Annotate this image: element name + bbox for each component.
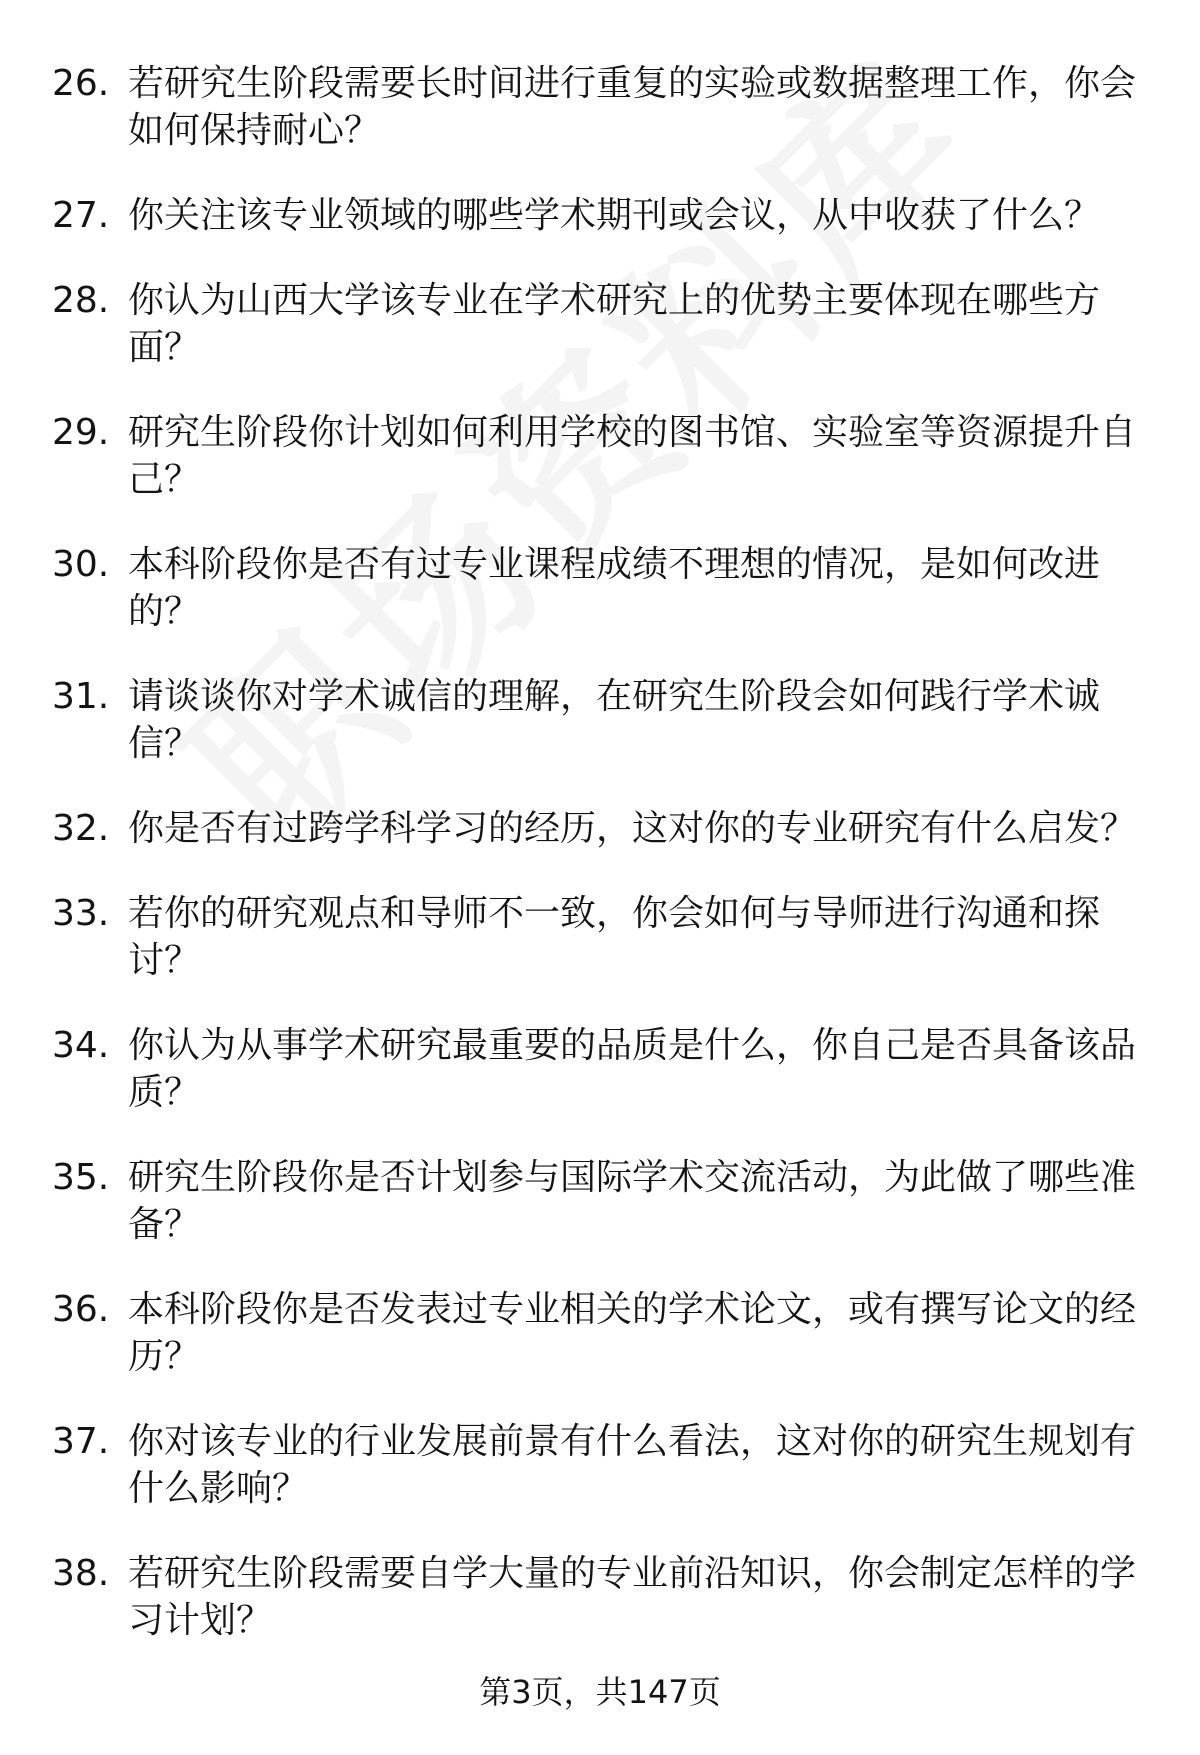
question-item: [0, 890, 1200, 984]
question-item: [0, 60, 1200, 154]
question-text: 研究生阶段你计划如何利用学校的图书馆、实验室等资源提升自己？: [128, 412, 1137, 500]
question-number: 37.: [52, 1421, 110, 1462]
question-text: 本科阶段你是否发表过专业相关的学术论文，或有撰写论文的经历？: [128, 1289, 1137, 1377]
question-item: [0, 1286, 1200, 1380]
question-item: [0, 541, 1200, 635]
question-item: [0, 673, 1200, 767]
question-item: [0, 1418, 1200, 1512]
question-list: [0, 60, 1200, 1682]
question-text: 若你的研究观点和导师不一致，你会如何与导师进行沟通和探讨？: [128, 893, 1101, 981]
question-number: 32.: [52, 808, 110, 849]
question-item: [0, 1550, 1200, 1644]
question-text: 你是否有过跨学科学习的经历，这对你的专业研究有什么启发？: [128, 808, 1137, 849]
question-text: 你关注该专业领域的哪些学术期刊或会议，从中收获了什么？: [128, 195, 1101, 236]
question-number: 35.: [52, 1157, 110, 1198]
question-number: 38.: [52, 1553, 110, 1594]
question-number: 36.: [52, 1289, 110, 1330]
question-text: 你对该专业的行业发展前景有什么看法，这对你的研究生规划有什么影响？: [128, 1421, 1137, 1509]
question-text: 你认为从事学术研究最重要的品质是什么，你自己是否具备该品质？: [128, 1025, 1137, 1113]
question-item: [0, 1154, 1200, 1248]
question-number: 33.: [52, 893, 110, 934]
question-text: 若研究生阶段需要自学大量的专业前沿知识，你会制定怎样的学习计划？: [128, 1553, 1137, 1641]
question-number: 27.: [52, 195, 110, 236]
question-text: 本科阶段你是否有过专业课程成绩不理想的情况，是如何改进的？: [128, 544, 1101, 632]
question-item: [0, 1022, 1200, 1116]
question-item: [0, 409, 1200, 503]
question-item: [0, 277, 1200, 371]
question-item: [0, 192, 1200, 239]
page-footer: 第3页，共147页: [479, 1673, 721, 1711]
question-number: 31.: [52, 676, 110, 717]
question-item: [0, 805, 1200, 852]
question-number: 34.: [52, 1025, 110, 1066]
question-text: 请谈谈你对学术诚信的理解，在研究生阶段会如何践行学术诚信？: [128, 676, 1101, 764]
question-number: 30.: [52, 544, 110, 585]
question-number: 29.: [52, 412, 110, 453]
question-text: 研究生阶段你是否计划参与国际学术交流活动，为此做了哪些准备？: [128, 1157, 1137, 1245]
question-text: 若研究生阶段需要长时间进行重复的实验或数据整理工作，你会如何保持耐心？: [128, 63, 1137, 151]
question-number: 26.: [52, 63, 110, 104]
question-text: 你认为山西大学该专业在学术研究上的优势主要体现在哪些方面？: [128, 280, 1101, 368]
question-number: 28.: [52, 280, 110, 321]
